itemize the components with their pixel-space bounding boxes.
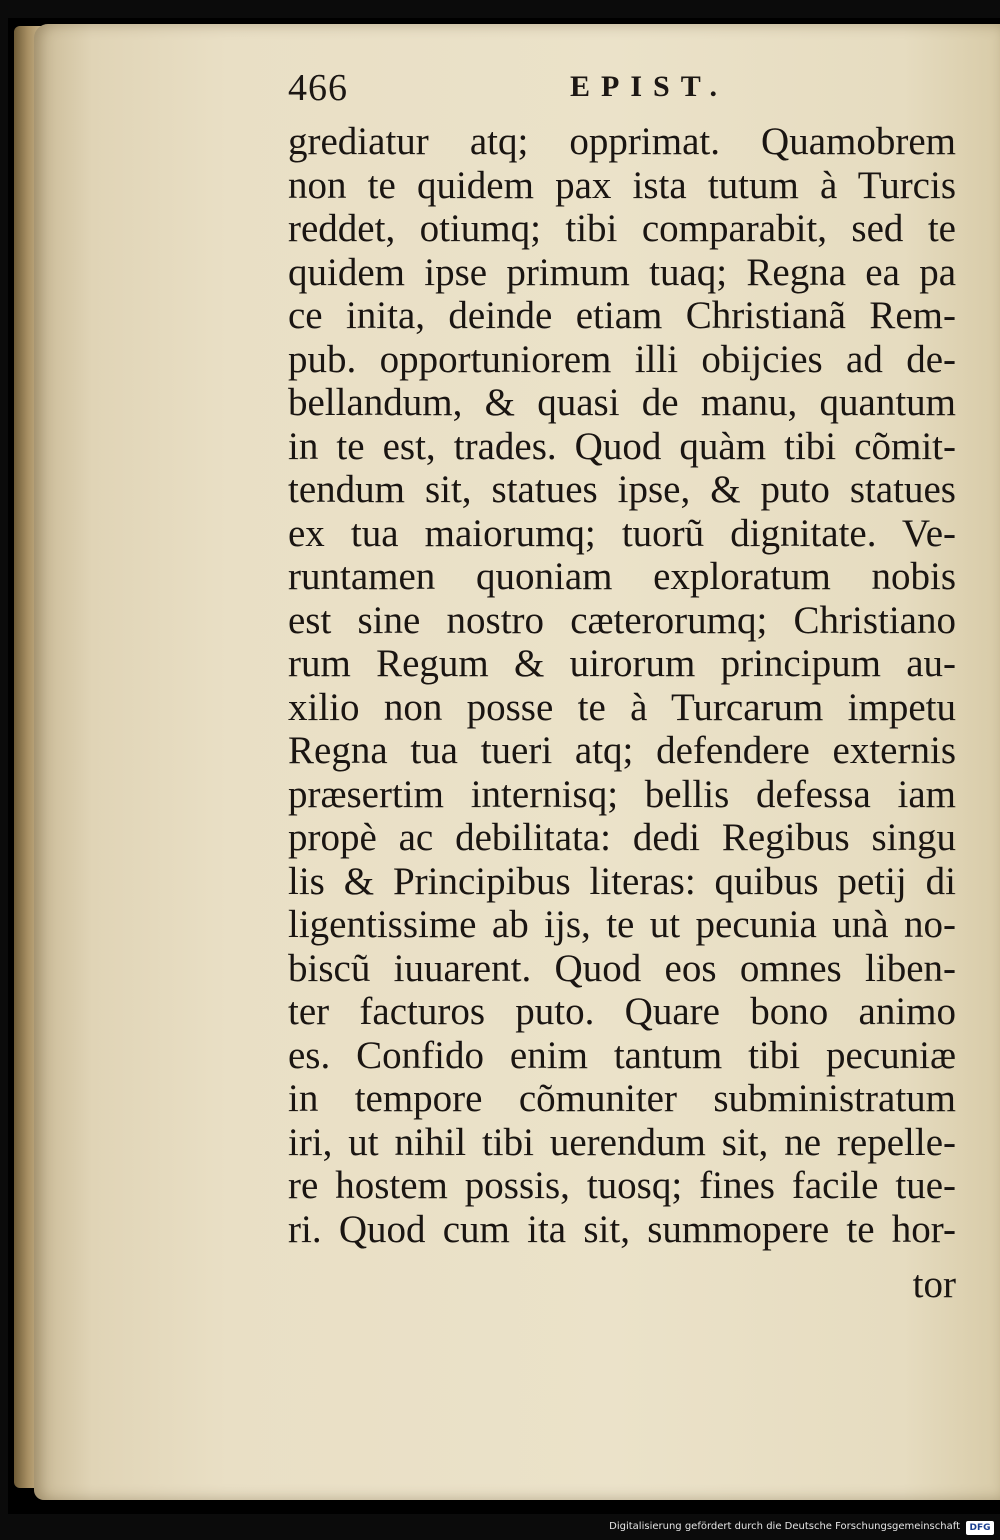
funding-credit: Digitalisierung gefördert durch die Deutsche Forschungsgemeinschaft <box>609 1521 960 1532</box>
text-line: biscũ iuuarent. Quod eos omnes liben- <box>288 946 956 990</box>
text-line: Regna tua tueri atq; defendere externis <box>288 729 956 772</box>
text-line: ter facturos puto. Quare bono animo <box>288 990 956 1033</box>
text-line: propè ac debilitata: dedi Regibus singu <box>288 816 956 859</box>
catchword: tor <box>912 1263 956 1306</box>
body-text <box>288 120 956 1251</box>
dfg-logo: DFG <box>966 1521 994 1535</box>
text-line: iri, ut nihil tibi uerendum sit, ne repelle- <box>288 1120 956 1164</box>
text-line: non te quidem pax ista tutum à Turcis <box>288 163 956 207</box>
text-line: ligentissime ab ijs, te ut pecunia unà no- <box>288 903 956 946</box>
text-line: rum Regum & uirorum principum au- <box>288 642 956 685</box>
text-line: xilio non posse te à Turcarum impetu <box>288 685 956 729</box>
page-header <box>288 66 960 116</box>
page-number: 466 <box>288 67 348 109</box>
text-line: grediatur atq; opprimat. Quamobrem <box>288 120 956 163</box>
text-line: ri. Quod cum ita sit, summopere te hor- <box>288 1207 956 1251</box>
text-line: runtamen quoniam exploratum nobis <box>288 555 956 598</box>
running-head: EPIST. <box>570 70 728 103</box>
text-line: es. Confido enim tantum tibi pecuniæ <box>288 1033 956 1077</box>
text-line: in te est, trades. Quod quàm tibi cõmit- <box>288 424 956 468</box>
text-line: ex tua maiorumq; tuorũ dignitate. Ve- <box>288 511 956 555</box>
text-line: quidem ipse primum tuaq; Regna ea pa <box>288 250 956 294</box>
text-line: bellandum, & quasi de manu, quantum <box>288 381 956 424</box>
text-line: ce inita, deinde etiam Christianã Rem- <box>288 294 956 337</box>
footer-bar <box>0 1518 1000 1540</box>
text-line: reddet, otiumq; tibi comparabit, sed te <box>288 207 956 250</box>
text-line: tendum sit, statues ipse, & puto statues <box>288 468 956 511</box>
text-line: est sine nostro cæterorumq; Christiano <box>288 598 956 642</box>
text-line: in tempore cõmuniter subministratum <box>288 1077 956 1120</box>
text-line: lis & Principibus literas: quibus petij di <box>288 859 956 903</box>
text-line: præsertim internisq; bellis defessa iam <box>288 772 956 816</box>
text-line: pub. opportuniorem illi obijcies ad de- <box>288 337 956 381</box>
text-line: re hostem possis, tuosq; fines facile tue- <box>288 1164 956 1207</box>
